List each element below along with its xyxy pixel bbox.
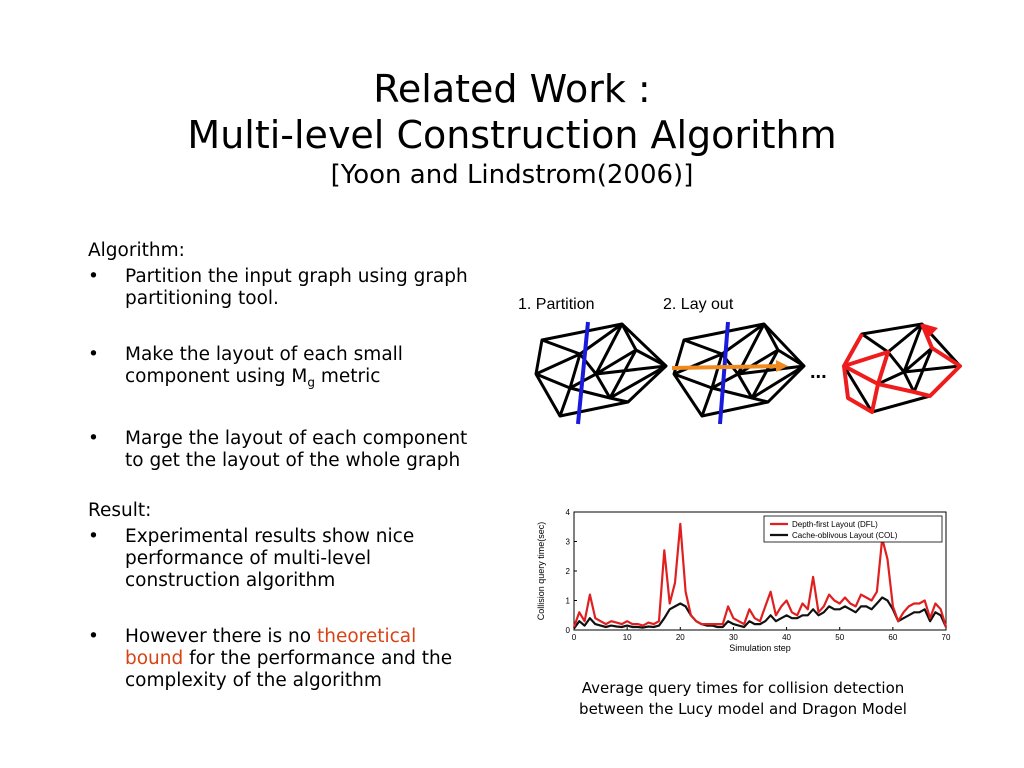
x-tick-label: 20 — [675, 633, 685, 642]
ellipsis: ... — [810, 361, 827, 383]
x-tick-label: 70 — [941, 633, 951, 642]
bullet-dot: • — [88, 344, 99, 365]
query-time-chart — [532, 502, 960, 662]
step-partition-label: 1. Partition — [518, 296, 595, 313]
x-tick-label: 60 — [888, 633, 898, 642]
multilevel-diagram — [512, 288, 964, 438]
x-tick-label: 50 — [835, 633, 845, 642]
y-tick-label: 3 — [565, 537, 570, 547]
mesh-layout — [674, 324, 804, 416]
y-tick-label: 4 — [565, 508, 570, 517]
y-axis-label: Collision query time(sec) — [536, 521, 546, 621]
bullet-dot: • — [88, 427, 99, 449]
chart-caption — [536, 678, 950, 720]
y-tick-label: 1 — [565, 596, 570, 606]
mesh-partition — [536, 324, 666, 416]
slide-body — [88, 240, 478, 726]
bullet-text: Make the layout of each small component using M — [125, 344, 403, 387]
theoretical-bound-highlight: theoretical bound — [125, 625, 417, 669]
step-layout-label: 2. Lay out — [663, 296, 734, 313]
bullet-dot: • — [88, 625, 99, 647]
bullet-dot: • — [88, 525, 99, 547]
bullet-dot: • — [88, 266, 99, 287]
bullet-experimental — [88, 526, 478, 592]
caption-line-2: between the Lucy model and Dragon Model — [579, 700, 907, 718]
bullet-text-post: for the performance and the complexity of the algorithm — [125, 647, 453, 691]
legend-label: Depth-first Layout (DFL) — [792, 520, 878, 529]
x-axis-label: Simulation step — [729, 643, 791, 653]
bullet-merge — [88, 428, 478, 472]
bullet-text-pre: However there is no — [125, 625, 317, 647]
bullet-text: Marge the layout of each component to get the layout of the whole graph — [125, 427, 468, 471]
title-citation: [Yoon and Lindstrom(2006)] — [330, 160, 694, 190]
caption-line-1: Average query times for collision detection — [581, 679, 905, 697]
partition-line-2 — [720, 322, 728, 424]
result-heading: Result: — [88, 499, 152, 521]
x-tick-label: 10 — [622, 633, 632, 642]
metric-subscript: g — [307, 375, 315, 390]
legend-label: Cache-oblivous Layout (COL) — [792, 531, 898, 540]
bullet-text: Experimental results show nice performance of multi-level construction algorithm — [125, 525, 415, 591]
layout-arrow — [672, 366, 782, 368]
y-tick-label: 2 — [565, 567, 570, 576]
layout-arrow-head — [776, 360, 788, 372]
metric-word: metric — [314, 366, 381, 387]
bullet-theoretical — [88, 626, 478, 692]
bullet-text: Partition the input graph using graph partitioning tool. — [125, 266, 468, 309]
algorithm-heading: Algorithm: — [88, 240, 185, 261]
partition-line-1 — [578, 322, 588, 424]
query-time-chart-svg — [532, 502, 960, 662]
x-tick-label: 40 — [782, 633, 792, 642]
x-tick-label: 30 — [728, 633, 738, 642]
slide-title — [0, 66, 1024, 192]
y-tick-label: 0 — [565, 626, 570, 635]
x-tick-label: 0 — [571, 633, 577, 642]
title-line-1: Related Work : — [373, 67, 651, 111]
title-line-2: Multi-level Construction Algorithm — [187, 113, 837, 157]
bullet-layout — [88, 344, 478, 394]
bullet-partition — [88, 266, 478, 310]
